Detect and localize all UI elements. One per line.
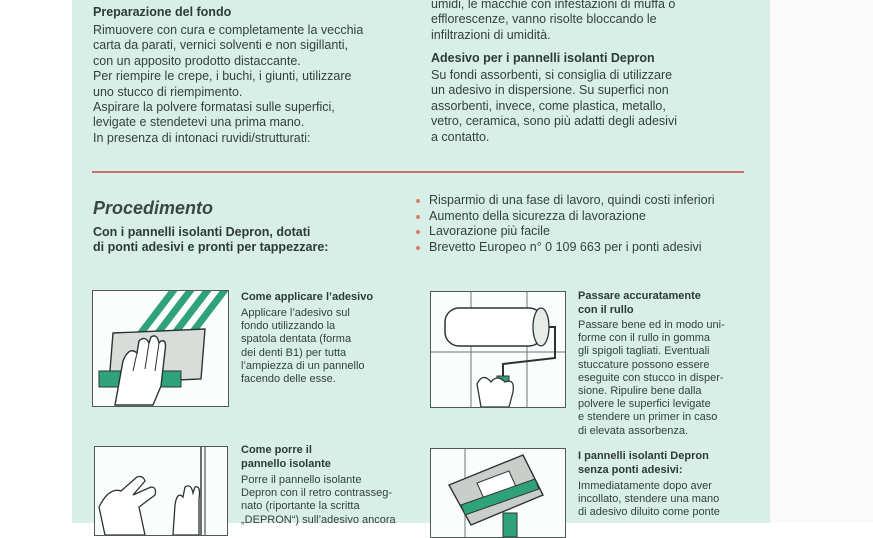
step3-text: Porre il pannello isolante Depron con il retro contrasseg- nato (riportante la scritta „DEPRON“) sull’adesivo ancora [241,474,396,526]
roller-icon [431,292,565,407]
list-item: Lavorazione più facile [414,224,715,240]
illustration-no-bridges [430,448,566,538]
spatula-icon [431,449,565,537]
section-title-procedimento: Procedimento [93,198,214,218]
section-divider [92,171,744,173]
step1-heading: Come applicare l’adesivo [241,291,374,303]
page-margin [770,0,873,523]
step4-heading: I pannelli isolanti Depron senza ponti adesivi: [578,450,709,476]
list-item: Aumento della sicurezza di lavorazione [414,209,715,225]
step2-text: Passare bene ed in modo uni- forme con il rullo in gomma gli spigoli tagliati. Eventuali stuccature possono essere eseguite con stucco in disper- sione. Ripulire bene dalla polvere le superfici levigate e stendere un primer in caso di elevata assorbenza. [578,319,725,437]
paragraph-adesivo: Su fondi assorbenti, si consiglia di utilizzare un adesivo in dispersione. Su superfici non assorbenti, invece, come plastica, metallo, vetro, ceramica, sono più adatti degli adesivi a contatto. [431,68,677,144]
procedimento-subtitle: Con i pannelli isolanti Depron, dotati di ponti adesivi e pronti per tappezzare: [93,225,329,254]
illustration-apply-adhesive [92,290,229,407]
illustration-roller [430,291,566,408]
step3-heading: Come porre il pannello isolante [241,444,331,470]
paragraph-continuation: umidi, le macchie con infestazioni di muffa o efflorescenze, vanno risolte bloccando le infiltrazioni di umidità. [431,0,676,42]
heading-adesivo: Adesivo per i pannelli isolanti Depron [431,51,655,65]
hands-panel-icon [95,447,227,535]
step1-text: Applicare l’adesivo sul fondo utilizzando la spatola dentata (forma dei denti B1) per tutta l’ampiezza di un pannello facendo delle esse. [241,307,365,386]
list-item: Brevetto Europeo n° 0 109 663 per i ponti adesivi [414,240,715,256]
step2-heading: Passare accuratamente con il rullo [578,290,701,316]
trowel-hand-icon [93,291,228,406]
heading-preparazione: Preparazione del fondo [93,5,232,19]
step4-text: Immediatamente dopo aver incollato, stendere una mano di adesivo diluito come ponte [578,480,720,519]
list-item: Risparmio di una fase di lavoro, quindi costi inferiori [414,193,715,209]
advantages-list [414,193,715,255]
paragraph-preparazione: Rimuovere con cura e completamente la vecchia carta da parati, vernici solventi e non sigillanti, con un apposito prodotto distaccante. Per riempire le crepe, i buchi, i giunti, utilizzare uno stucco di riempimento. Aspirare la polvere formatasi sulle superfici, levigate e stendetevi una prima mano. In presenza di intonaci ruvidi/strutturati: [93,23,364,145]
